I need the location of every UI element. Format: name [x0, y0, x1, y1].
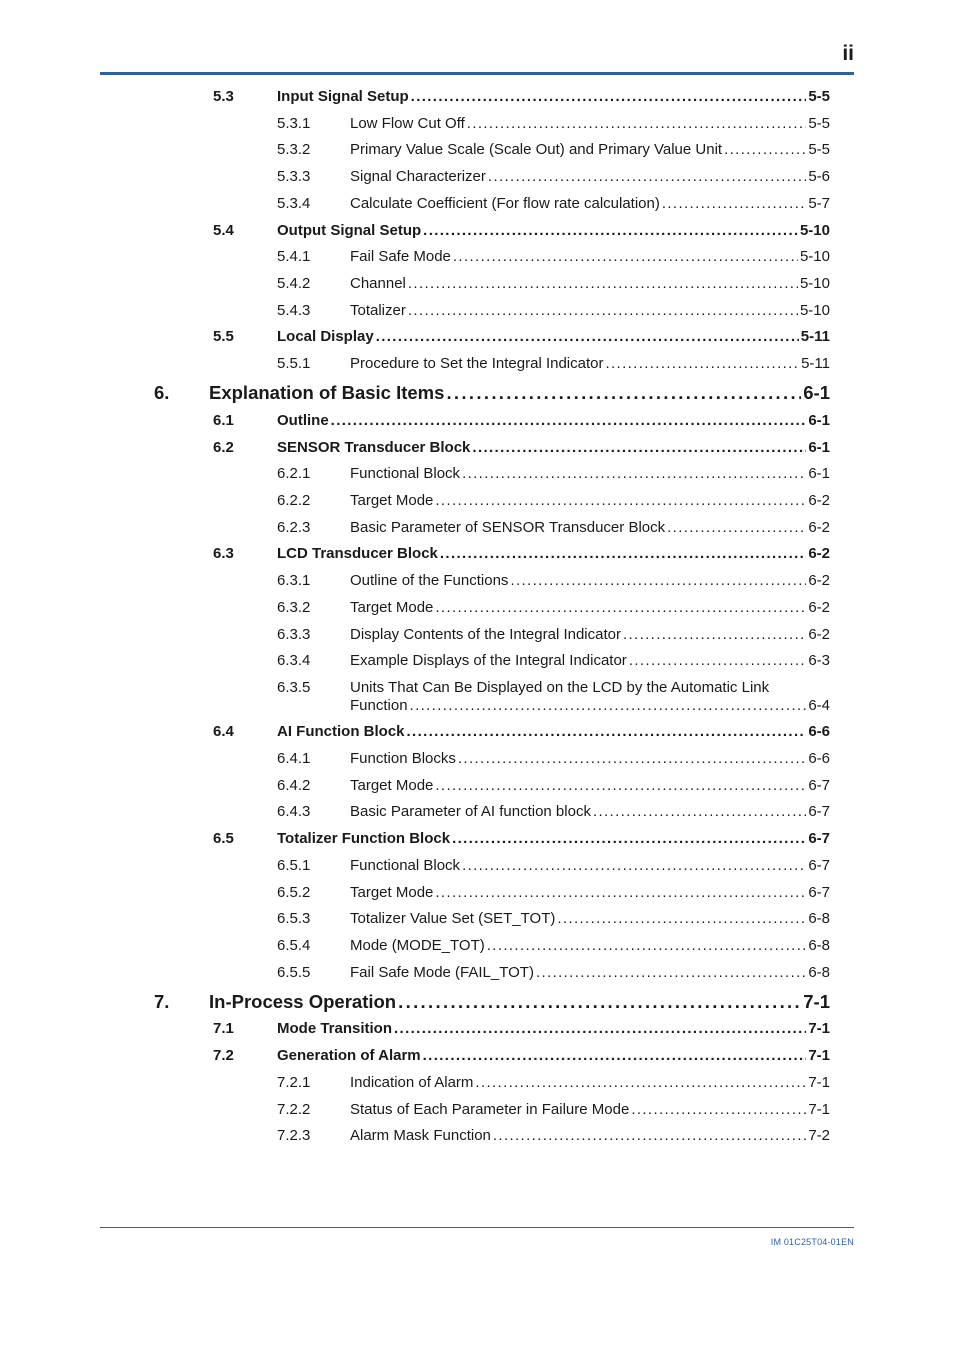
- toc-page: 6-1: [808, 412, 830, 429]
- toc-number: 6.3.2: [277, 599, 311, 616]
- toc-page: 6-2: [808, 492, 830, 509]
- toc-title: Function Blocks: [350, 750, 456, 767]
- toc-title: Status of Each Parameter in Failure Mode: [350, 1101, 630, 1118]
- toc-title: AI Function Block: [277, 723, 405, 740]
- toc-title: Local Display: [277, 328, 374, 345]
- dot-leader: [631, 1101, 806, 1119]
- toc-page: 7-2: [808, 1127, 830, 1144]
- toc-page: 6-2: [808, 519, 830, 536]
- toc-number: 6.4.1: [277, 750, 311, 767]
- toc-title: Target Mode: [350, 492, 434, 509]
- dot-leader: [557, 910, 806, 928]
- toc-number: 5.4.2: [277, 275, 311, 292]
- toc-number: 5.3.2: [277, 141, 311, 158]
- toc-number: 7.: [154, 991, 170, 1012]
- toc-number: 6.3.3: [277, 626, 311, 643]
- toc-number: 6.3: [213, 545, 234, 562]
- toc-title: Explanation of Basic Items: [209, 382, 445, 403]
- dot-leader: [435, 777, 806, 795]
- toc-title: Example Displays of the Integral Indicator: [350, 652, 627, 669]
- toc-number: 6.4.3: [277, 803, 311, 820]
- toc-page: 6-2: [808, 626, 830, 643]
- toc-number: 7.2.1: [277, 1074, 311, 1091]
- dot-leader: [376, 328, 799, 346]
- toc-title: Fail Safe Mode (FAIL_TOT): [350, 964, 534, 981]
- toc-title: Totalizer: [350, 302, 406, 319]
- toc-page: 6-1: [803, 382, 830, 403]
- toc-title: Signal Characterizer: [350, 168, 486, 185]
- page-number: ii: [842, 42, 854, 65]
- dot-leader: [510, 572, 806, 590]
- toc-title: Channel: [350, 275, 406, 292]
- dot-leader: [458, 750, 806, 768]
- dot-leader: [593, 803, 806, 821]
- toc-number: 5.3.1: [277, 115, 311, 132]
- toc-number: 5.5.1: [277, 355, 311, 372]
- toc-number: 6.5.3: [277, 910, 311, 927]
- dot-leader: [662, 195, 806, 213]
- toc-title: Input Signal Setup: [277, 88, 409, 105]
- toc-page: 6-7: [808, 857, 830, 874]
- toc-title: Calculate Coefficient (For flow rate calculation): [350, 195, 660, 212]
- toc-page: 5-6: [808, 168, 830, 185]
- dot-leader: [423, 222, 798, 240]
- toc-title: Procedure to Set the Integral Indicator: [350, 355, 604, 372]
- toc-page: 6-7: [808, 803, 830, 820]
- toc-page: 6-7: [808, 884, 830, 901]
- toc-page: 6-2: [808, 572, 830, 589]
- toc-title: Totalizer Value Set (SET_TOT): [350, 910, 556, 927]
- toc-page: 5-11: [800, 328, 830, 345]
- toc-page: 5-5: [808, 115, 830, 132]
- toc-title-line-2: Function: [350, 697, 408, 714]
- toc-title: SENSOR Transducer Block: [277, 439, 471, 456]
- dot-leader: [398, 991, 801, 1013]
- dot-leader: [410, 697, 807, 715]
- toc-page: 6-7: [808, 777, 830, 794]
- toc-number: 6.3.1: [277, 572, 311, 589]
- toc-entry-6-3-5[interactable]: [0, 679, 954, 715]
- dot-leader: [423, 1047, 807, 1065]
- dot-leader: [411, 88, 807, 106]
- toc-number: 5.3: [213, 88, 234, 105]
- toc-title: LCD Transducer Block: [277, 545, 438, 562]
- toc-title: Outline: [277, 412, 329, 429]
- dot-leader: [472, 439, 806, 457]
- dot-leader: [462, 465, 806, 483]
- toc-page: 6-6: [808, 750, 830, 767]
- toc-page: 6-1: [808, 439, 830, 456]
- toc-title: Basic Parameter of AI function block: [350, 803, 591, 820]
- toc-page: 6-2: [808, 545, 830, 562]
- dot-leader: [394, 1020, 806, 1038]
- dot-leader: [452, 830, 806, 848]
- dot-leader: [435, 884, 806, 902]
- dot-leader: [724, 141, 806, 159]
- toc-number: 7.2: [213, 1047, 234, 1064]
- toc-title: Indication of Alarm: [350, 1074, 474, 1091]
- toc-title: Generation of Alarm: [277, 1047, 421, 1064]
- toc-page: 5-10: [799, 275, 830, 292]
- toc-page: 5-10: [799, 248, 830, 265]
- dot-leader: [605, 355, 799, 373]
- toc-title: Target Mode: [350, 884, 434, 901]
- toc-page: 5-11: [801, 355, 830, 372]
- dot-leader: [488, 168, 806, 186]
- dot-leader: [667, 519, 806, 537]
- toc-title: Target Mode: [350, 777, 434, 794]
- dot-leader: [408, 302, 798, 320]
- toc-title: Functional Block: [350, 465, 461, 482]
- toc-number: 6.3.4: [277, 652, 311, 669]
- dot-leader: [623, 626, 806, 644]
- toc-title: Mode Transition: [277, 1020, 393, 1037]
- dot-leader: [331, 412, 807, 430]
- toc-title: In-Process Operation: [209, 991, 397, 1012]
- toc-title-line-1: Units That Can Be Displayed on the LCD by the Automatic Link: [350, 679, 770, 696]
- toc-title: Display Contents of the Integral Indicator: [350, 626, 621, 643]
- dot-leader: [440, 545, 806, 563]
- dot-leader: [462, 857, 806, 875]
- toc-number: 7.2.3: [277, 1127, 311, 1144]
- toc-page: 5-7: [808, 195, 830, 212]
- toc-number: 5.4.1: [277, 248, 311, 265]
- toc-number: 5.4: [213, 222, 234, 239]
- toc-number: 6.1: [213, 412, 234, 429]
- toc-number: 6.2.2: [277, 492, 311, 509]
- toc-title: Output Signal Setup: [277, 222, 422, 239]
- toc-number: 6.2.3: [277, 519, 311, 536]
- dot-leader: [629, 652, 807, 670]
- toc-page: 7-1: [808, 1074, 830, 1091]
- toc-number: 6.3.5: [277, 679, 311, 696]
- toc-page: 5-5: [808, 88, 830, 105]
- toc-page: 7-1: [808, 1047, 830, 1064]
- document-id: IM 01C25T04-01EN: [770, 1237, 854, 1247]
- toc-page: 6-8: [808, 910, 830, 927]
- toc-title: Mode (MODE_TOT): [350, 937, 485, 954]
- toc-number: 6.5.2: [277, 884, 311, 901]
- toc-number: 6.4: [213, 723, 234, 740]
- toc-page: 7-1: [808, 1101, 830, 1118]
- toc-title: Functional Block: [350, 857, 461, 874]
- toc-title: Alarm Mask Function: [350, 1127, 491, 1144]
- toc-number: 6.5: [213, 830, 234, 847]
- toc-number: 5.3.3: [277, 168, 311, 185]
- toc-number: 6.5.4: [277, 937, 311, 954]
- toc-page: 6-6: [808, 723, 830, 740]
- toc-number: 6.2: [213, 439, 234, 456]
- toc-page: 6-2: [808, 599, 830, 616]
- dot-leader: [407, 723, 807, 741]
- dot-leader: [446, 382, 801, 404]
- toc-number: 6.5.5: [277, 964, 311, 981]
- toc-page: 5-5: [808, 141, 830, 158]
- toc-page: 6-7: [808, 830, 830, 847]
- toc-number: 6.2.1: [277, 465, 311, 482]
- toc-title: Fail Safe Mode: [350, 248, 451, 265]
- toc-page: 5-10: [799, 222, 830, 239]
- dot-leader: [475, 1074, 806, 1092]
- toc-page: 6-3: [808, 652, 830, 669]
- dot-leader: [493, 1127, 806, 1145]
- dot-leader: [435, 599, 806, 617]
- toc-number: 7.1: [213, 1020, 234, 1037]
- toc-title: Outline of the Functions: [350, 572, 509, 589]
- toc-page: 7-1: [808, 1020, 830, 1037]
- toc-number: 5.5: [213, 328, 234, 345]
- toc-page: 6-4: [808, 697, 830, 714]
- toc-number: 7.2.2: [277, 1101, 311, 1118]
- dot-leader: [435, 492, 806, 510]
- dot-leader: [453, 248, 798, 266]
- footer-rule: [100, 1227, 854, 1228]
- toc-number: 6.: [154, 382, 170, 403]
- toc-number: 5.3.4: [277, 195, 311, 212]
- dot-leader: [467, 115, 807, 133]
- toc-title: Basic Parameter of SENSOR Transducer Block: [350, 519, 666, 536]
- toc-title: Primary Value Scale (Scale Out) and Primary Value Unit: [350, 141, 723, 158]
- toc-page: 6-8: [808, 964, 830, 981]
- toc-page: 7-1: [803, 991, 830, 1012]
- toc-title: Totalizer Function Block: [277, 830, 451, 847]
- toc-page: 6-8: [808, 937, 830, 954]
- toc-title: Low Flow Cut Off: [350, 115, 465, 132]
- dot-leader: [536, 964, 806, 982]
- toc-title: Target Mode: [350, 599, 434, 616]
- dot-leader: [408, 275, 798, 293]
- toc-number: 6.4.2: [277, 777, 311, 794]
- dot-leader: [487, 937, 807, 955]
- toc-number: 6.5.1: [277, 857, 311, 874]
- toc-number: 5.4.3: [277, 302, 311, 319]
- toc-page: 5-10: [799, 302, 830, 319]
- toc-page: 6-1: [808, 465, 830, 482]
